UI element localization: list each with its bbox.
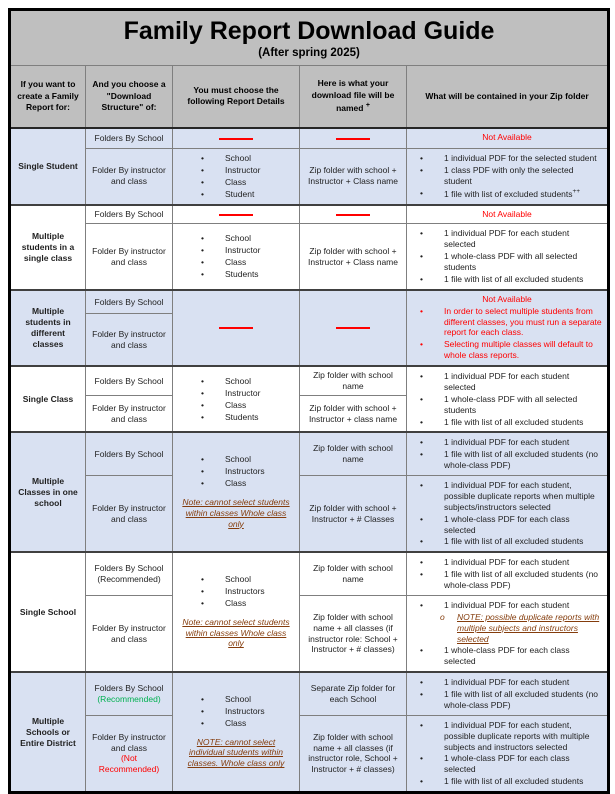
bullet-item-text: Instructor xyxy=(225,387,261,398)
bullet-item-text: 1 individual PDF for each student xyxy=(444,599,570,610)
bullet-item-text: Student xyxy=(225,188,255,199)
bullet-item xyxy=(201,177,295,188)
filename-cell xyxy=(300,366,407,396)
filename-cell xyxy=(300,476,407,553)
bullet-icon: • xyxy=(420,416,423,427)
bullet-item-text: Class xyxy=(225,399,247,410)
download-structure-cell xyxy=(86,205,173,224)
bullet-item xyxy=(201,598,295,609)
page-subtitle: (After spring 2025) xyxy=(258,47,360,60)
bullet-item xyxy=(201,233,295,244)
bullet-item xyxy=(420,720,602,753)
double-plus-superscript: ++ xyxy=(572,187,581,195)
bullet-icon: • xyxy=(420,677,423,688)
bullet-item xyxy=(420,449,602,471)
title-cell xyxy=(10,10,609,66)
col-header-report-details: You must choose the following Report Details xyxy=(173,66,300,128)
zip-contents-cell xyxy=(407,476,609,553)
filename-cell xyxy=(300,205,407,224)
filename-cell xyxy=(300,396,407,433)
bullet-icon: • xyxy=(201,375,204,386)
download-structure-label: Folder By instructor and class xyxy=(92,622,166,644)
bullet-icon: • xyxy=(201,466,204,477)
report-for-multiple-students-in-a-single-class xyxy=(10,205,86,290)
bullet-list xyxy=(412,677,602,711)
table-row xyxy=(10,552,609,595)
filename-text: Zip folder with school name + all classes (if instructor role, School + Instructor + # classes) xyxy=(308,731,398,775)
bullet-item-text: 1 file with list of all excluded students (no whole-class PDF) xyxy=(444,689,599,710)
bullet-item xyxy=(440,612,602,645)
bullet-item-text: 1 whole-class PDF with all selected students xyxy=(444,393,578,415)
col-header-download-structure: And you choose a "Download Structure" of: xyxy=(86,66,173,128)
title-row xyxy=(10,10,609,66)
download-structure-qualifier: (Not Recommended) xyxy=(98,753,160,775)
bullet-item-text: Class xyxy=(225,477,247,488)
bullet-item-text: School xyxy=(225,574,251,585)
download-structure-cell xyxy=(86,715,173,792)
bullet-icon: • xyxy=(201,717,204,728)
report-details-cell xyxy=(173,224,300,290)
bullet-item-text: 1 file with list of all excluded students xyxy=(444,273,584,284)
bullet-list xyxy=(177,454,295,489)
bullet-item-text: 1 file with list of all excluded students xyxy=(444,536,584,547)
bullet-item xyxy=(201,400,295,411)
col-header-filename xyxy=(300,66,407,128)
table-row xyxy=(10,476,609,553)
download-structure-label: Folders By School xyxy=(94,132,164,143)
bullet-list xyxy=(412,153,602,199)
table-row xyxy=(10,672,609,715)
bullet-list xyxy=(412,600,602,667)
download-structure-label: Folder By instructor and class xyxy=(92,731,166,753)
bullet-icon: • xyxy=(420,753,423,764)
filename-cell xyxy=(300,290,407,366)
circle-bullet-icon: o xyxy=(440,611,445,622)
table-row xyxy=(10,149,609,205)
filename-cell xyxy=(300,595,407,672)
col-header-filename-text: Here is what your download file will be named xyxy=(311,78,395,113)
filename-cell xyxy=(300,149,407,205)
bullet-item-text: 1 individual PDF for each student selected xyxy=(444,371,570,392)
report-for-single-school xyxy=(10,552,86,672)
bullet-item-text: Instructor xyxy=(225,245,261,256)
bullet-icon: • xyxy=(201,477,204,488)
filename-cell xyxy=(300,672,407,715)
zip-contents-cell xyxy=(407,595,609,672)
bullet-item xyxy=(201,165,295,176)
not-available-dash xyxy=(336,327,370,329)
bullet-icon: • xyxy=(420,719,423,730)
not-available-label: Not Available xyxy=(482,132,532,143)
bullet-list xyxy=(412,720,602,787)
bullet-icon: • xyxy=(420,305,423,316)
bullet-item-text: Class xyxy=(225,257,247,268)
bullet-item xyxy=(201,574,295,585)
zip-contents-cell xyxy=(407,128,609,149)
bullet-icon: • xyxy=(420,371,423,381)
bullet-item-text: School xyxy=(225,693,251,704)
table-row xyxy=(10,432,609,475)
download-structure-label: Folder By instructor and class xyxy=(92,328,166,350)
bullet-item-text: Selecting multiple classes will default to whole class reports. xyxy=(444,339,593,361)
bullet-item xyxy=(420,514,602,536)
table-row xyxy=(10,128,609,149)
report-details-cell xyxy=(173,205,300,224)
download-structure-label: Folders By School xyxy=(94,296,164,307)
download-structure-cell xyxy=(86,366,173,396)
bullet-item-text: Instructors xyxy=(225,585,265,596)
filename-text: Zip folder with school + Instructor + # Classes xyxy=(309,502,397,524)
bullet-item-text: 1 file with list of all excluded students (no whole-class PDF) xyxy=(444,569,599,590)
bullet-item xyxy=(420,153,602,164)
bullet-item xyxy=(420,417,602,428)
bullet-item xyxy=(201,153,295,164)
download-structure-label: Folder By instructor and class xyxy=(92,165,166,187)
bullet-item xyxy=(420,228,602,250)
report-for-label: Single School xyxy=(19,606,77,617)
report-for-single-class xyxy=(10,366,86,432)
bullet-icon: • xyxy=(420,569,423,580)
bullet-item xyxy=(201,718,295,729)
report-details-cell xyxy=(173,432,300,552)
bullet-list xyxy=(412,371,602,427)
bullet-icon: • xyxy=(420,776,423,787)
bullet-item xyxy=(420,437,602,448)
bullet-item-text: Instructors xyxy=(225,466,265,477)
bullet-item xyxy=(201,245,295,256)
bullet-icon: • xyxy=(420,480,423,490)
filename-text: Zip folder with school + Instructor + Class name xyxy=(308,165,398,187)
bullet-item-text: 1 individual PDF for each student, possible duplicate reports with multiple subjects and instructors selected xyxy=(444,719,590,752)
bullet-item xyxy=(201,388,295,399)
bullet-list xyxy=(177,153,295,200)
bullet-icon: • xyxy=(201,411,204,422)
report-details-cell xyxy=(173,128,300,149)
zip-contents-cell xyxy=(407,366,609,432)
table-row xyxy=(10,715,609,792)
bullet-item xyxy=(201,257,295,268)
bullet-icon: • xyxy=(201,245,204,256)
page-title: Family Report Download Guide xyxy=(123,16,495,45)
bullet-icon: • xyxy=(201,233,204,244)
table-row xyxy=(10,290,609,314)
bullet-item xyxy=(201,269,295,280)
details-note: Note: cannot select students within classes Whole class only xyxy=(182,616,290,649)
download-structure-qualifier: (Recommended) xyxy=(97,693,161,704)
report-for-multiple-schools-or-entire-district xyxy=(10,672,86,792)
bullet-item-text: In order to select multiple students from different classes, you must run a separate report for each class. xyxy=(444,305,602,338)
bullet-item-text: Students xyxy=(225,268,259,279)
bullet-item xyxy=(201,466,295,477)
filename-cell xyxy=(300,432,407,475)
bullet-list xyxy=(412,437,602,471)
bullet-icon: • xyxy=(201,454,204,465)
download-structure-cell xyxy=(86,476,173,553)
bullet-item-text: 1 individual PDF for the selected student xyxy=(444,153,597,164)
zip-contents-cell xyxy=(407,552,609,595)
bullet-item xyxy=(420,165,602,187)
filename-text: Zip folder with school name xyxy=(313,563,393,585)
download-structure-label: Folders By School xyxy=(94,375,164,386)
bullet-item xyxy=(420,689,602,711)
not-available-dash xyxy=(336,214,370,216)
zip-contents-cell xyxy=(407,290,609,366)
bullet-item xyxy=(420,569,602,591)
report-for-label: Multiple Classes in one school xyxy=(18,476,78,508)
report-for-label: Multiple students in different classes xyxy=(25,306,71,349)
bullet-item-text: Class xyxy=(225,597,247,608)
bullet-item xyxy=(420,557,602,568)
bullet-icon: • xyxy=(420,557,423,568)
bullet-icon: • xyxy=(420,164,423,175)
table-row xyxy=(10,366,609,396)
bullet-item-text: 1 individual PDF for each student xyxy=(444,557,570,568)
col-header-zip-contents: What will be contained in your Zip folder xyxy=(407,66,609,128)
bullet-icon: • xyxy=(420,437,423,448)
bullet-icon: • xyxy=(420,187,423,198)
report-for-label: Single Class xyxy=(22,393,74,404)
download-structure-label: Folders By School xyxy=(94,448,164,459)
bullet-item xyxy=(420,480,602,513)
not-available-label: Not Available xyxy=(482,293,532,304)
report-details-cell xyxy=(173,149,300,205)
filename-text: Zip folder with school name xyxy=(313,370,393,391)
bullet-icon: • xyxy=(420,645,423,656)
bullet-list xyxy=(412,557,602,591)
bullet-list xyxy=(177,574,295,609)
report-for-label: Multiple Schools or Entire District xyxy=(20,715,76,748)
bullet-item-text: 1 individual PDF for each student, possible duplicate reports when multiple subjects/instructors selected xyxy=(444,480,595,512)
bullet-item-text: Class xyxy=(225,717,247,728)
plus-superscript: + xyxy=(365,102,370,110)
filename-text: Zip folder with school + Instructor + Class name xyxy=(308,245,398,267)
bullet-item-text: 1 file with list of all excluded students (no whole-class PDF) xyxy=(444,449,599,471)
details-note: NOTE: cannot select individual students within classes. Whole class only xyxy=(187,736,285,769)
bullet-item xyxy=(201,706,295,717)
bullet-item-text: Class xyxy=(225,176,247,187)
bullet-item xyxy=(420,600,602,611)
report-details-cell xyxy=(173,290,300,366)
zip-contents-cell xyxy=(407,224,609,290)
col-header-report-for: If you want to create a Family Report for: xyxy=(10,66,86,128)
bullet-item-text: 1 file with list of excluded students++ xyxy=(444,187,581,199)
bullet-item xyxy=(420,371,602,393)
bullet-icon: • xyxy=(201,176,204,187)
zip-contents-cell xyxy=(407,715,609,792)
bullet-item xyxy=(420,776,602,787)
bullet-item-text: 1 whole-class PDF for each class selected xyxy=(444,753,570,775)
download-structure-cell xyxy=(86,314,173,366)
download-structure-cell xyxy=(86,552,173,595)
bullet-icon: • xyxy=(420,273,423,284)
bullet-item-text: Instructors xyxy=(225,705,265,716)
download-structure-cell xyxy=(86,432,173,475)
bullet-item xyxy=(201,189,295,200)
table-row xyxy=(10,595,609,672)
download-structure-cell xyxy=(86,149,173,205)
bullet-icon: • xyxy=(201,705,204,716)
bullet-icon: • xyxy=(201,164,204,175)
bullet-item xyxy=(201,586,295,597)
zip-contents-cell xyxy=(407,432,609,475)
bullet-icon: • xyxy=(201,387,204,398)
zip-contents-cell xyxy=(407,149,609,205)
zip-contents-cell xyxy=(407,672,609,715)
bullet-list xyxy=(412,480,602,547)
bullet-item xyxy=(201,454,295,465)
bullet-item xyxy=(420,274,602,285)
zip-contents-cell xyxy=(407,205,609,224)
bullet-icon: • xyxy=(420,599,423,610)
details-note: Note: cannot select students within classes Whole class only xyxy=(182,496,290,529)
bullet-list xyxy=(177,694,295,729)
bullet-item-text: School xyxy=(225,233,251,244)
download-structure-cell xyxy=(86,128,173,149)
bullet-item xyxy=(420,536,602,547)
bullet-item-text: School xyxy=(225,375,251,386)
report-for-single-student xyxy=(10,128,86,205)
report-for-multiple-classes-in-one-school xyxy=(10,432,86,552)
download-structure-label: Folder By instructor and class xyxy=(92,245,166,267)
bullet-item xyxy=(201,376,295,387)
report-for-multiple-students-in-different-classes xyxy=(10,290,86,366)
bullet-item xyxy=(420,394,602,416)
filename-cell xyxy=(300,715,407,792)
download-structure-cell xyxy=(86,672,173,715)
bullet-item xyxy=(201,694,295,705)
not-available-dash xyxy=(336,138,370,140)
report-for-label: Multiple students in a single class xyxy=(21,230,75,263)
bullet-icon: • xyxy=(201,574,204,585)
bullet-icon: • xyxy=(420,228,423,239)
bullet-item-text: 1 individual PDF for each student selected xyxy=(444,228,570,250)
filename-text: Zip folder with school + Instructor + class name xyxy=(308,402,398,424)
not-available-dash xyxy=(219,327,253,329)
report-details-cell xyxy=(173,672,300,792)
bullet-item xyxy=(201,412,295,423)
bullet-list xyxy=(412,306,602,361)
bullet-icon: • xyxy=(201,188,204,199)
bullet-icon: • xyxy=(420,689,423,699)
filename-text: Zip folder with school name xyxy=(313,443,393,465)
download-structure-cell xyxy=(86,396,173,433)
filename-cell xyxy=(300,552,407,595)
download-structure-cell xyxy=(86,290,173,314)
bullet-icon: • xyxy=(201,597,204,608)
bullet-icon: • xyxy=(420,339,423,350)
family-report-guide-table xyxy=(8,8,610,794)
report-details-cell xyxy=(173,366,300,432)
download-structure-label: Folder By instructor and class xyxy=(92,502,166,524)
bullet-item-text: Instructor xyxy=(225,164,261,175)
bullet-item-text: 1 individual PDF for each student xyxy=(444,437,570,448)
bullet-item xyxy=(420,339,602,361)
bullet-item xyxy=(420,645,602,667)
filename-text: Zip folder with school name + all classes (if instructor role: School + Instructor + # classes) xyxy=(308,611,398,655)
bullet-item-text: NOTE: possible duplicate reports with multiple subjects and instructors selected xyxy=(457,611,600,644)
table-row xyxy=(10,205,609,224)
table-body xyxy=(10,128,609,793)
bullet-item-text: School xyxy=(225,454,251,465)
filename-text: Separate Zip folder for each School xyxy=(310,683,396,704)
bullet-list xyxy=(177,376,295,423)
bullet-item-text: Students xyxy=(225,411,259,422)
bullet-icon: • xyxy=(420,251,423,262)
report-details-cell xyxy=(173,552,300,672)
download-structure-cell xyxy=(86,595,173,672)
bullet-item xyxy=(420,188,602,200)
bullet-icon: • xyxy=(201,153,204,163)
bullet-icon: • xyxy=(201,399,204,410)
table-row xyxy=(10,224,609,290)
bullet-icon: • xyxy=(420,513,423,524)
download-structure-label: Folder By instructor and class xyxy=(92,402,166,424)
download-structure-label: Folders By School xyxy=(94,209,164,219)
not-available-dash xyxy=(219,214,253,216)
bullet-icon: • xyxy=(201,693,204,704)
filename-cell xyxy=(300,128,407,149)
not-available-dash xyxy=(219,138,253,140)
bullet-item-text: 1 file with list of all excluded students xyxy=(444,776,584,787)
bullet-list xyxy=(412,228,602,284)
bullet-item xyxy=(201,478,295,489)
not-available-label: Not Available xyxy=(482,208,532,219)
bullet-item xyxy=(420,251,602,273)
filename-cell xyxy=(300,224,407,290)
bullet-item-text: School xyxy=(225,153,251,163)
download-structure-label: Folders By School (Recommended) xyxy=(94,563,164,585)
bullet-item-text: 1 individual PDF for each student xyxy=(444,677,570,688)
bullet-list xyxy=(177,233,295,280)
bullet-item-text: 1 class PDF with only the selected student xyxy=(444,164,574,186)
bullet-item-text: 1 file with list of all excluded students xyxy=(444,416,584,427)
download-structure-cell xyxy=(86,224,173,290)
bullet-item-text: 1 whole-class PDF for each class selected xyxy=(444,513,570,535)
bullet-icon: • xyxy=(201,268,204,279)
bullet-icon: • xyxy=(420,153,423,164)
bullet-icon: • xyxy=(420,393,423,404)
column-header-row xyxy=(10,66,609,128)
download-structure-label: Folders By School xyxy=(94,683,164,694)
bullet-item xyxy=(420,753,602,775)
bullet-icon: • xyxy=(201,257,204,268)
report-for-label: Single Student xyxy=(18,160,78,171)
bullet-icon: • xyxy=(420,536,423,547)
bullet-icon: • xyxy=(201,585,204,596)
bullet-item-text: 1 whole-class PDF with all selected students xyxy=(444,251,578,272)
bullet-item xyxy=(420,306,602,339)
bullet-icon: • xyxy=(420,449,423,460)
bullet-item-text: 1 whole-class PDF for each class selected xyxy=(444,645,570,667)
bullet-item xyxy=(420,677,602,688)
